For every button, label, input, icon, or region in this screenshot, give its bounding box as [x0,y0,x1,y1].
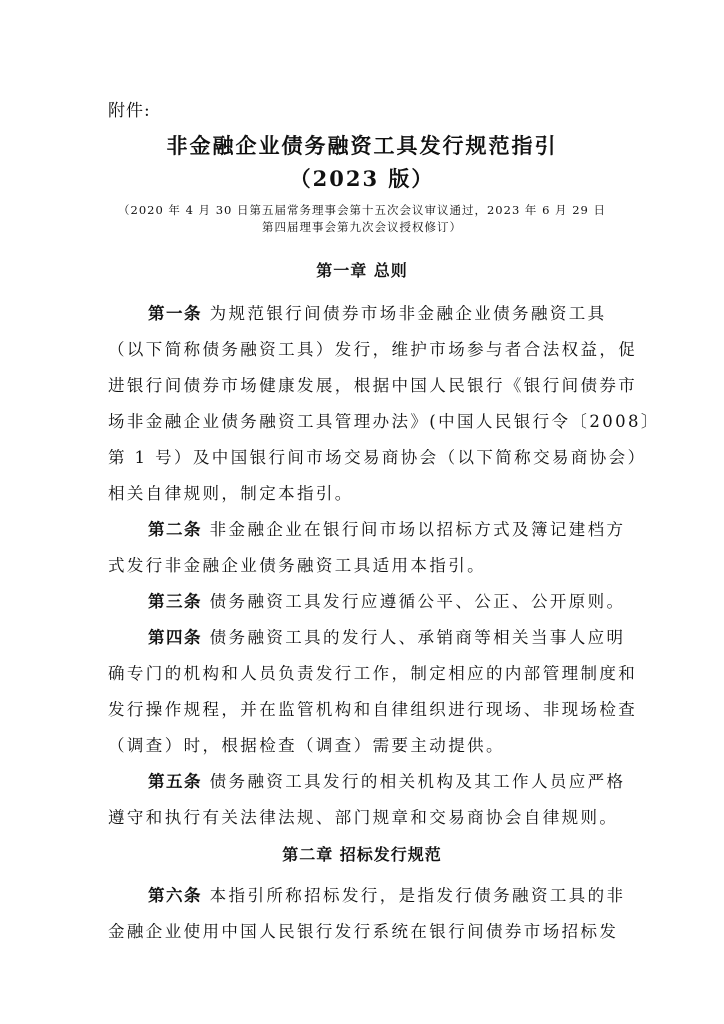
article-1-line-1: 第一条 为规范银行间债券市场非金融企业债务融资工具 [148,304,607,323]
article-4-line-4: （调查）时，根据检查（调查）需要主动提供。 [108,736,505,755]
article-1-line-4: 场非金融企业债务融资工具管理办法》(中国人民银行令〔2008〕 [108,412,660,431]
document-title: 非金融企业债务融资工具发行规范指引 [166,133,558,158]
chapter-1-heading: 第一章 总则 [316,261,408,280]
article-2-line-1: 第二条 非金融企业在银行间市场以招标方式及簿记建档方 [148,520,626,539]
chapter-2-heading: 第二章 招标发行规范 [282,845,442,864]
article-4-line-2: 确专门的机构和人员负责发行工作，制定相应的内部管理制度和 [108,664,638,683]
article-2-line-2: 式发行非金融企业债务融资工具适用本指引。 [108,556,486,575]
article-3-label: 第三条 [148,592,202,611]
article-6-label: 第六条 [148,886,202,905]
article-1-line-2: （以下简称债务融资工具）发行，维护市场参与者合法权益，促 [108,340,638,359]
article-5-line-2: 遵守和执行有关法律法规、部门规章和交易商协会自律规则。 [108,808,619,827]
article-2-label: 第二条 [148,520,202,539]
article-1-line-3: 进银行间债券市场健康发展，根据中国人民银行《银行间债券市 [108,376,638,395]
article-5-label: 第五条 [148,772,202,791]
document-version: （2023 版） [289,166,435,191]
article-4-line-3: 发行操作规程，并在监管机构和自律组织进行现场、非现场检查 [108,700,638,719]
article-1-line-5: 第 1 号）及中国银行间市场交易商协会（以下简称交易商协会） [108,448,647,467]
article-4-label: 第四条 [148,628,202,647]
article-6-line-1: 第六条 本指引所称招标发行，是指发行债务融资工具的非 [148,886,626,905]
approval-note: （2020 年 4 月 30 日第五届常务理事会第十五次会议审议通过，2023 年 6 月 29 日第四届理事会第九次会议授权修订） [118,203,606,234]
article-5-line-1: 第五条 债务融资工具发行的相关机构及其工作人员应严格 [148,772,626,791]
article-6-line-2: 金融企业使用中国人民银行发行系统在银行间债券市场招标发 [108,922,619,941]
attachment-label: 附件: [108,101,151,121]
article-3-line-1: 第三条 债务融资工具发行应遵循公平、公正、公开原则。 [148,592,626,611]
article-1-label: 第一条 [148,304,202,323]
article-4-line-1: 第四条 债务融资工具的发行人、承销商等相关当事人应明 [148,628,626,647]
article-1-line-6: 相关自律规则，制定本指引。 [108,484,354,503]
